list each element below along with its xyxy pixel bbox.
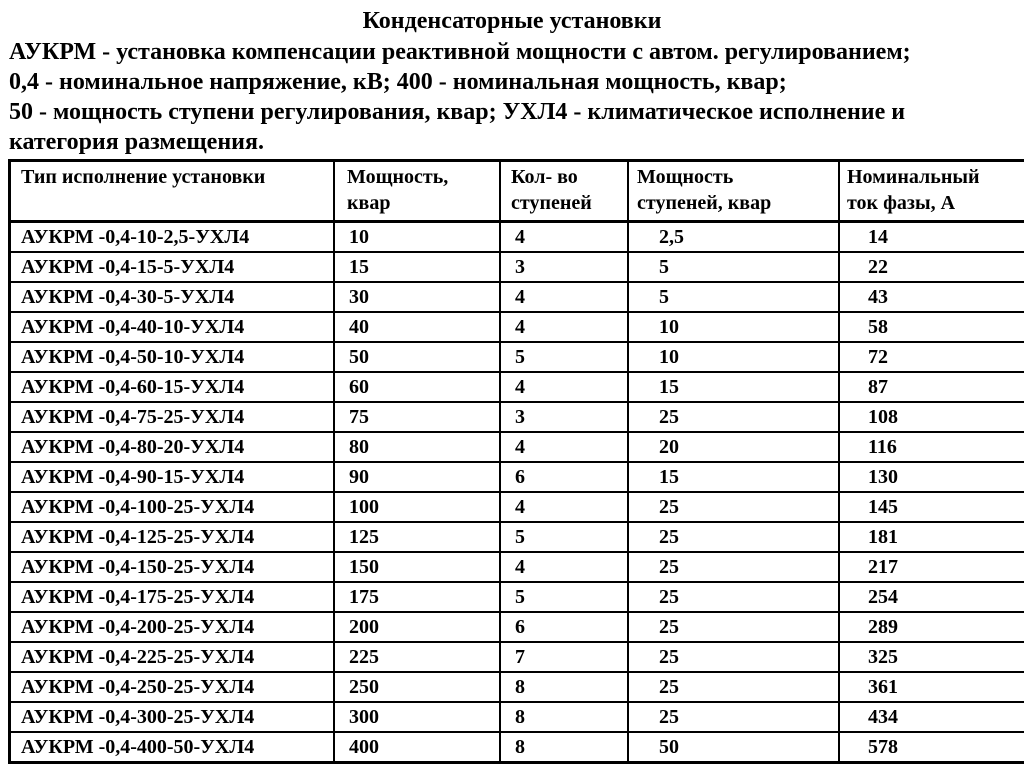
cell-steps-count: 4 (500, 372, 628, 402)
cell-type: АУКРМ -0,4-40-10-УХЛ4 (10, 312, 335, 342)
description-line: категория размещения. (9, 129, 264, 155)
cell-step-power: 2,5 (628, 222, 839, 253)
cell-power: 75 (334, 402, 500, 432)
cell-power: 150 (334, 552, 500, 582)
table-row (10, 492, 1024, 522)
cell-type: АУКРМ -0,4-400-50-УХЛ4 (10, 732, 335, 763)
cell-steps-count: 4 (500, 432, 628, 462)
cell-step-power: 5 (628, 282, 839, 312)
cell-nominal-current: 14 (839, 222, 1024, 253)
cell-nominal-current: 87 (839, 372, 1024, 402)
cell-steps-count: 7 (500, 642, 628, 672)
description-line: АУКРМ - установка компенсации реактивной мощности с автом. регулированием; (9, 39, 911, 65)
cell-type: АУКРМ -0,4-50-10-УХЛ4 (10, 342, 335, 372)
cell-steps-count: 4 (500, 222, 628, 253)
cell-type: АУКРМ -0,4-150-25-УХЛ4 (10, 552, 335, 582)
cell-power: 90 (334, 462, 500, 492)
table-row (10, 402, 1024, 432)
cell-step-power: 25 (628, 702, 839, 732)
cell-type: АУКРМ -0,4-75-25-УХЛ4 (10, 402, 335, 432)
cell-step-power: 25 (628, 492, 839, 522)
cell-nominal-current: 434 (839, 702, 1024, 732)
table-row (10, 672, 1024, 702)
cell-power: 250 (334, 672, 500, 702)
cell-power: 10 (334, 222, 500, 253)
cell-step-power: 20 (628, 432, 839, 462)
column-header-power (334, 161, 500, 222)
column-header-line: Кол- во (511, 166, 578, 188)
cell-nominal-current: 181 (839, 522, 1024, 552)
cell-power: 15 (334, 252, 500, 282)
column-header-line: ступеней (511, 192, 592, 214)
cell-step-power: 50 (628, 732, 839, 763)
table-row (10, 552, 1024, 582)
cell-nominal-current: 145 (839, 492, 1024, 522)
cell-nominal-current: 130 (839, 462, 1024, 492)
cell-power: 400 (334, 732, 500, 763)
cell-nominal-current: 254 (839, 582, 1024, 612)
cell-type: АУКРМ -0,4-15-5-УХЛ4 (10, 252, 335, 282)
cell-type: АУКРМ -0,4-225-25-УХЛ4 (10, 642, 335, 672)
cell-steps-count: 6 (500, 612, 628, 642)
table-row (10, 702, 1024, 732)
cell-nominal-current: 361 (839, 672, 1024, 702)
cell-steps-count: 4 (500, 552, 628, 582)
cell-steps-count: 8 (500, 672, 628, 702)
cell-steps-count: 5 (500, 342, 628, 372)
table-row (10, 462, 1024, 492)
table-row (10, 432, 1024, 462)
column-header-nominal-current (839, 161, 1024, 222)
cell-nominal-current: 325 (839, 642, 1024, 672)
description (9, 37, 1024, 157)
cell-step-power: 25 (628, 552, 839, 582)
cell-type: АУКРМ -0,4-60-15-УХЛ4 (10, 372, 335, 402)
cell-step-power: 25 (628, 582, 839, 612)
cell-power: 200 (334, 612, 500, 642)
cell-steps-count: 6 (500, 462, 628, 492)
cell-step-power: 25 (628, 402, 839, 432)
table-row (10, 582, 1024, 612)
cell-steps-count: 3 (500, 252, 628, 282)
table-row (10, 312, 1024, 342)
table-row (10, 372, 1024, 402)
table-header-row (10, 161, 1024, 222)
cell-power: 125 (334, 522, 500, 552)
cell-step-power: 25 (628, 642, 839, 672)
table-head (10, 161, 1024, 222)
cell-step-power: 25 (628, 672, 839, 702)
cell-nominal-current: 116 (839, 432, 1024, 462)
cell-type: АУКРМ -0,4-30-5-УХЛ4 (10, 282, 335, 312)
cell-power: 300 (334, 702, 500, 732)
cell-nominal-current: 22 (839, 252, 1024, 282)
cell-type: АУКРМ -0,4-125-25-УХЛ4 (10, 522, 335, 552)
column-header-step-power (628, 161, 839, 222)
column-header-line: Мощность, (347, 166, 449, 188)
cell-nominal-current: 108 (839, 402, 1024, 432)
cell-power: 80 (334, 432, 500, 462)
column-header-steps-count (500, 161, 628, 222)
table-row (10, 222, 1024, 253)
cell-steps-count: 3 (500, 402, 628, 432)
cell-steps-count: 4 (500, 282, 628, 312)
cell-power: 30 (334, 282, 500, 312)
cell-step-power: 25 (628, 522, 839, 552)
page-title: Конденсаторные установки (362, 8, 662, 34)
table-body (10, 222, 1024, 763)
cell-steps-count: 5 (500, 582, 628, 612)
cell-step-power: 10 (628, 342, 839, 372)
cell-power: 100 (334, 492, 500, 522)
cell-nominal-current: 217 (839, 552, 1024, 582)
cell-power: 175 (334, 582, 500, 612)
cell-steps-count: 4 (500, 312, 628, 342)
column-header-line: Мощность (637, 166, 734, 188)
cell-type: АУКРМ -0,4-100-25-УХЛ4 (10, 492, 335, 522)
table-row (10, 282, 1024, 312)
table-row (10, 342, 1024, 372)
cell-nominal-current: 58 (839, 312, 1024, 342)
column-header-line: Тип исполнение установки (21, 166, 266, 188)
cell-type: АУКРМ -0,4-80-20-УХЛ4 (10, 432, 335, 462)
cell-type: АУКРМ -0,4-10-2,5-УХЛ4 (10, 222, 335, 253)
cell-type: АУКРМ -0,4-250-25-УХЛ4 (10, 672, 335, 702)
cell-type: АУКРМ -0,4-175-25-УХЛ4 (10, 582, 335, 612)
cell-step-power: 10 (628, 312, 839, 342)
cell-type: АУКРМ -0,4-300-25-УХЛ4 (10, 702, 335, 732)
cell-nominal-current: 289 (839, 612, 1024, 642)
table-row (10, 252, 1024, 282)
cell-power: 225 (334, 642, 500, 672)
capacitor-units-table (8, 159, 1024, 764)
cell-type: АУКРМ -0,4-200-25-УХЛ4 (10, 612, 335, 642)
description-line: 0,4 - номинальное напряжение, кВ; 400 - номинальная мощность, квар; (9, 69, 787, 95)
table-row (10, 732, 1024, 763)
cell-power: 40 (334, 312, 500, 342)
column-header-type (10, 161, 335, 222)
cell-steps-count: 8 (500, 702, 628, 732)
cell-nominal-current: 72 (839, 342, 1024, 372)
description-line: 50 - мощность ступени регулирования, квар; УХЛ4 - климатическое исполнение и (9, 99, 906, 125)
column-header-line: квар (347, 192, 391, 214)
table-row (10, 522, 1024, 552)
cell-step-power: 25 (628, 612, 839, 642)
cell-steps-count: 8 (500, 732, 628, 763)
table-row (10, 642, 1024, 672)
cell-steps-count: 4 (500, 492, 628, 522)
cell-step-power: 5 (628, 252, 839, 282)
cell-steps-count: 5 (500, 522, 628, 552)
cell-step-power: 15 (628, 462, 839, 492)
cell-nominal-current: 43 (839, 282, 1024, 312)
column-header-line: ступеней, квар (637, 192, 772, 214)
cell-type: АУКРМ -0,4-90-15-УХЛ4 (10, 462, 335, 492)
column-header-line: Номинальный (847, 166, 980, 188)
cell-power: 60 (334, 372, 500, 402)
column-header-line: ток фазы, А (847, 192, 956, 214)
cell-step-power: 15 (628, 372, 839, 402)
cell-power: 50 (334, 342, 500, 372)
cell-nominal-current: 578 (839, 732, 1024, 763)
table-row (10, 612, 1024, 642)
